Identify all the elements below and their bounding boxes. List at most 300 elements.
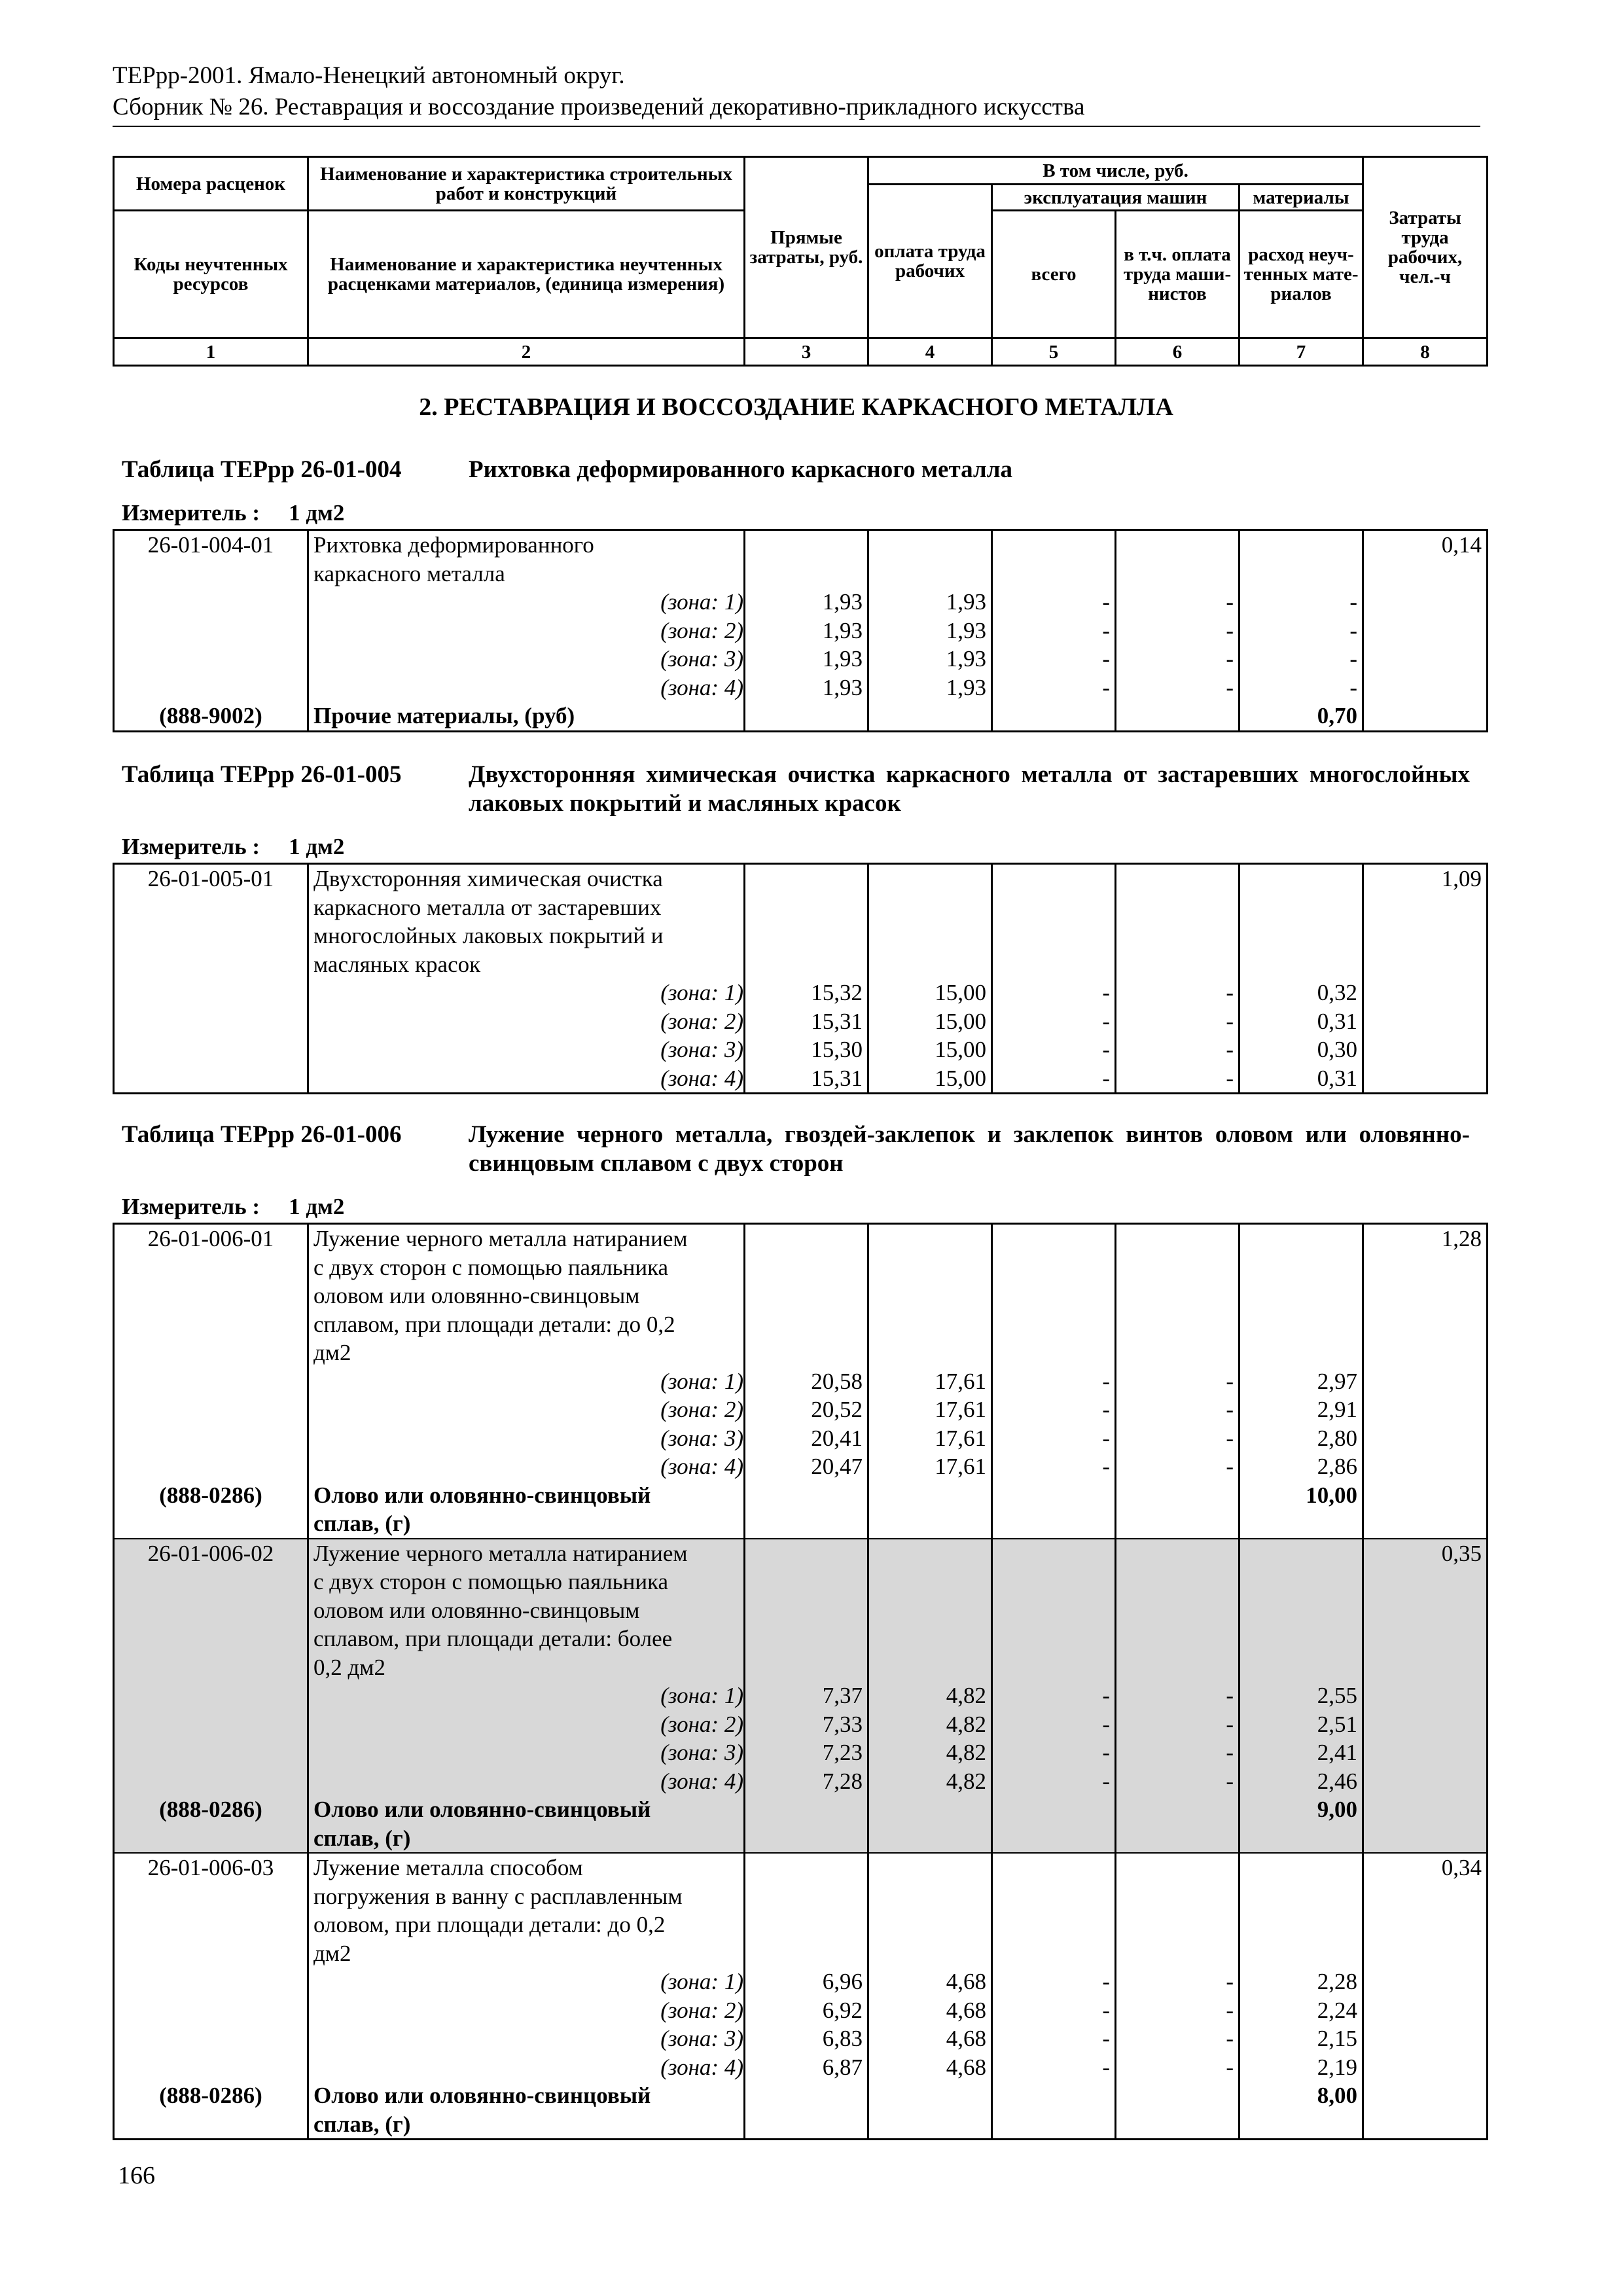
labor-pay-value: 15,00 <box>868 1035 992 1064</box>
header-work-name: Наименование и характеристика строительных работ и конструкций <box>308 157 745 211</box>
zone-row <box>114 1681 1488 1710</box>
materials-value: - <box>1240 673 1363 702</box>
machinist-pay-value: - <box>1116 1738 1240 1767</box>
direct-costs-value: 7,28 <box>745 1767 868 1796</box>
rate-name <box>308 1539 745 1682</box>
materials-value: 2,19 <box>1240 2053 1363 2082</box>
direct-costs-value: 7,23 <box>745 1738 868 1767</box>
labor-pay-value: 1,93 <box>868 588 992 617</box>
empty-cell <box>114 645 308 673</box>
resource-name-line: Олово или оловянно-свинцовый <box>313 1797 651 1822</box>
empty-cell <box>1363 978 1488 1007</box>
header-column-number: 6 <box>1116 338 1240 366</box>
empty-cell <box>1363 2053 1488 2082</box>
empty-cell <box>114 1007 308 1036</box>
machines-total-value: - <box>992 1452 1116 1481</box>
zone-row <box>114 1035 1488 1064</box>
machines-total-value: - <box>992 673 1116 702</box>
zone-label: (зона: 4) <box>308 1767 745 1796</box>
labor-pay-value: 4,82 <box>868 1767 992 1796</box>
resource-row <box>114 1481 1488 1539</box>
direct-costs-value: 6,96 <box>745 1967 868 1996</box>
machinist-pay-value: - <box>1116 645 1240 673</box>
materials-value: 0,30 <box>1240 1035 1363 1064</box>
rate-name <box>308 1853 745 1967</box>
machinist-pay-value: - <box>1116 588 1240 617</box>
zone-label: (зона: 3) <box>308 1035 745 1064</box>
empty-cell <box>745 2081 868 2140</box>
materials-value: 2,15 <box>1240 2024 1363 2053</box>
rate-code: 26-01-004-01 <box>114 530 308 588</box>
empty-cell <box>1116 864 1240 979</box>
empty-cell <box>114 1996 308 2025</box>
measure-value: 1 дм2 <box>289 500 345 526</box>
machinist-pay-value: - <box>1116 1452 1240 1481</box>
resource-row <box>114 1795 1488 1853</box>
empty-cell <box>114 1710 308 1739</box>
materials-value: 2,97 <box>1240 1367 1363 1396</box>
empty-cell <box>1363 1395 1488 1424</box>
direct-costs-value: 1,93 <box>745 645 868 673</box>
direct-costs-value: 20,47 <box>745 1452 868 1481</box>
materials-value: 2,24 <box>1240 1996 1363 2025</box>
header-machine-total: всего <box>992 211 1116 338</box>
zone-row <box>114 673 1488 702</box>
zone-label: (зона: 4) <box>308 673 745 702</box>
empty-cell <box>114 1967 308 1996</box>
resource-name <box>308 1481 745 1539</box>
zone-row <box>114 1064 1488 1094</box>
zone-row <box>114 1367 1488 1396</box>
machinist-pay-value: - <box>1116 673 1240 702</box>
empty-cell <box>992 702 1116 731</box>
empty-cell <box>1363 1035 1488 1064</box>
empty-cell <box>992 2081 1116 2140</box>
table-code: Таблица ТЕРрр 26-01-004 <box>122 456 402 483</box>
zone-label: (зона: 4) <box>308 1452 745 1481</box>
empty-cell <box>1240 530 1363 588</box>
rate-code: 26-01-006-03 <box>114 1853 308 1967</box>
resource-name-line: сплав, (г) <box>313 1825 411 1851</box>
header-column-number: 8 <box>1363 338 1488 366</box>
resource-row <box>114 2081 1488 2140</box>
empty-cell <box>1363 1452 1488 1481</box>
zone-row <box>114 1738 1488 1767</box>
materials-value: 0,31 <box>1240 1064 1363 1094</box>
empty-cell <box>1363 645 1488 673</box>
empty-cell <box>1116 1853 1240 1967</box>
rate-row <box>114 864 1488 979</box>
rate-name-line: Лужение черного металла натиранием <box>313 1226 688 1251</box>
running-head-collection: Сборник № 26. Реставрация и воссоздание произведений декоративно-прикладного искусства <box>113 94 1085 120</box>
machines-total-value: - <box>992 1996 1116 2025</box>
rate-name-line: с двух сторон с помощью паяльника <box>313 1569 669 1594</box>
materials-value: - <box>1240 617 1363 645</box>
direct-costs-value: 20,52 <box>745 1395 868 1424</box>
zone-row <box>114 1767 1488 1796</box>
header-column-number: 2 <box>308 338 745 366</box>
zone-row <box>114 1424 1488 1453</box>
empty-cell <box>114 1367 308 1396</box>
labor-pay-value: 17,61 <box>868 1424 992 1453</box>
machines-total-value: - <box>992 1738 1116 1767</box>
resource-quantity-value: 8,00 <box>1240 2081 1363 2140</box>
resource-row <box>114 702 1488 731</box>
empty-cell <box>1240 1853 1363 1967</box>
rate-name-line: 0,2 дм2 <box>313 1654 385 1680</box>
labor-pay-value: 4,68 <box>868 1996 992 2025</box>
labor-pay-value: 4,68 <box>868 1967 992 1996</box>
machines-total-value: - <box>992 2053 1116 2082</box>
measure-label: Измеритель : <box>122 500 260 526</box>
materials-value: 0,31 <box>1240 1007 1363 1036</box>
header-rate-numbers: Номера расценок <box>114 157 308 211</box>
direct-costs-value: 7,33 <box>745 1710 868 1739</box>
resource-code: (888-0286) <box>114 1795 308 1853</box>
labor-pay-value: 4,68 <box>868 2053 992 2082</box>
zone-row <box>114 2053 1488 2082</box>
zone-label: (зона: 3) <box>308 1424 745 1453</box>
header-including: В том числе, руб. <box>868 157 1363 185</box>
labor-pay-value: 1,93 <box>868 645 992 673</box>
direct-costs-value: 6,83 <box>745 2024 868 2053</box>
table-code: Таблица ТЕРрр 26-01-005 <box>122 761 402 788</box>
empty-cell <box>114 1035 308 1064</box>
materials-value: 2,55 <box>1240 1681 1363 1710</box>
empty-cell <box>1240 1224 1363 1367</box>
rate-code: 26-01-006-01 <box>114 1224 308 1367</box>
labor-pay-value: 15,00 <box>868 978 992 1007</box>
section-title: 2. РЕСТАВРАЦИЯ И ВОССОЗДАНИЕ КАРКАСНОГО МЕТАЛЛА <box>419 393 1173 421</box>
rate-name-line: многослойных лаковых покрытий и <box>313 923 664 948</box>
zone-label: (зона: 1) <box>308 1367 745 1396</box>
direct-costs-value: 15,32 <box>745 978 868 1007</box>
rate-name-line: с двух сторон с помощью паяльника <box>313 1254 669 1280</box>
direct-costs-value: 15,31 <box>745 1064 868 1094</box>
measure-26-01-005 <box>122 833 344 861</box>
resource-name-line: Олово или оловянно-свинцовый <box>313 1482 651 1508</box>
rate-name <box>308 1224 745 1367</box>
empty-cell <box>992 1853 1116 1967</box>
machines-total-value: - <box>992 1424 1116 1453</box>
header-column-number: 7 <box>1240 338 1363 366</box>
machinist-pay-value: - <box>1116 1007 1240 1036</box>
zone-row <box>114 1452 1488 1481</box>
labor-pay-value: 1,93 <box>868 673 992 702</box>
rate-name-line: оловом или оловянно-свинцовым <box>313 1597 640 1623</box>
machines-total-value: - <box>992 617 1116 645</box>
page-number: 166 <box>118 2162 155 2189</box>
direct-costs-value: 6,92 <box>745 1996 868 2025</box>
empty-cell <box>114 1395 308 1424</box>
zone-row <box>114 1710 1488 1739</box>
rate-name-line: оловом, при площади детали: до 0,2 <box>313 1912 666 1937</box>
direct-costs-value: 6,87 <box>745 2053 868 2082</box>
rate-code: 26-01-005-01 <box>114 864 308 979</box>
rate-name-line: Двухсторонняя химическая очистка <box>313 866 663 891</box>
empty-cell <box>1116 1539 1240 1682</box>
empty-cell <box>114 1681 308 1710</box>
direct-costs-value: 7,37 <box>745 1681 868 1710</box>
machinist-pay-value: - <box>1116 2053 1240 2082</box>
empty-cell <box>1363 1710 1488 1739</box>
empty-cell <box>1363 2024 1488 2053</box>
direct-costs-value: 15,31 <box>745 1007 868 1036</box>
empty-cell <box>868 2081 992 2140</box>
rates-table-26-01-006 <box>113 1223 1488 2140</box>
zone-label: (зона: 2) <box>308 1007 745 1036</box>
labor-pay-value: 15,00 <box>868 1007 992 1036</box>
empty-cell <box>1363 702 1488 731</box>
table-name: Рихтовка деформированного каркасного металла <box>469 456 1012 483</box>
direct-costs-value: 20,41 <box>745 1424 868 1453</box>
zone-row <box>114 1967 1488 1996</box>
materials-value: 2,28 <box>1240 1967 1363 1996</box>
empty-cell <box>1116 702 1240 731</box>
header-resource-codes: Коды неучтенных ресурсов <box>114 211 308 338</box>
empty-cell <box>1363 1367 1488 1396</box>
zone-row <box>114 978 1488 1007</box>
rate-name-line: каркасного металла от застаревших <box>313 894 662 920</box>
rate-code: 26-01-006-02 <box>114 1539 308 1682</box>
resource-name-line: Прочие материалы, (руб) <box>313 703 575 728</box>
labor-pay-value: 4,68 <box>868 2024 992 2053</box>
resource-name-line: Олово или оловянно-свинцовый <box>313 2083 651 2108</box>
empty-cell <box>1363 1795 1488 1853</box>
labor-pay-value: 15,00 <box>868 1064 992 1094</box>
labor-cost-value: 1,28 <box>1363 1224 1488 1367</box>
machinist-pay-value: - <box>1116 1395 1240 1424</box>
labor-pay-value: 4,82 <box>868 1681 992 1710</box>
materials-value: - <box>1240 645 1363 673</box>
empty-cell <box>114 1424 308 1453</box>
empty-cell <box>1240 1539 1363 1682</box>
rate-name-line: масляных красок <box>313 951 481 977</box>
zone-row <box>114 1007 1488 1036</box>
table-title-26-01-004 <box>122 456 1470 484</box>
direct-costs-value: 15,30 <box>745 1035 868 1064</box>
rate-row <box>114 1539 1488 1682</box>
labor-pay-value: 4,82 <box>868 1710 992 1739</box>
rate-name-line: погружения в ванну с расплавленным <box>313 1883 683 1909</box>
empty-cell <box>868 1224 992 1367</box>
empty-cell <box>1116 1481 1240 1539</box>
zone-label: (зона: 1) <box>308 978 745 1007</box>
zone-label: (зона: 3) <box>308 1738 745 1767</box>
rate-name-line: каркасного металла <box>313 560 505 586</box>
materials-value: 2,51 <box>1240 1710 1363 1739</box>
labor-pay-value: 17,61 <box>868 1367 992 1396</box>
empty-cell <box>745 1853 868 1967</box>
rates-table-26-01-004 <box>113 529 1488 732</box>
empty-cell <box>114 1064 308 1094</box>
measure-value: 1 дм2 <box>289 834 345 859</box>
zone-label: (зона: 3) <box>308 645 745 673</box>
machines-total-value: - <box>992 1064 1116 1094</box>
rate-name-line: дм2 <box>313 1340 351 1365</box>
machinist-pay-value: - <box>1116 617 1240 645</box>
measure-26-01-006 <box>122 1193 344 1221</box>
resource-code: (888-9002) <box>114 702 308 731</box>
header-column-number: 1 <box>114 338 308 366</box>
resource-name <box>308 702 745 731</box>
header-column-number: 4 <box>868 338 992 366</box>
machinist-pay-value: - <box>1116 1035 1240 1064</box>
empty-cell <box>992 530 1116 588</box>
empty-cell <box>114 1452 308 1481</box>
machinist-pay-value: - <box>1116 1367 1240 1396</box>
empty-cell <box>114 588 308 617</box>
machines-total-value: - <box>992 1035 1116 1064</box>
rate-row <box>114 1853 1488 1967</box>
machines-total-value: - <box>992 978 1116 1007</box>
direct-costs-value: 20,58 <box>745 1367 868 1396</box>
header-material-use: расход неуч-тенных мате-риалов <box>1240 211 1363 338</box>
rates-table-26-01-005 <box>113 863 1488 1094</box>
rate-name <box>308 864 745 979</box>
labor-cost-value: 0,34 <box>1363 1853 1488 1967</box>
machinist-pay-value: - <box>1116 978 1240 1007</box>
empty-cell <box>114 1738 308 1767</box>
empty-cell <box>868 1853 992 1967</box>
labor-pay-value: 1,93 <box>868 617 992 645</box>
materials-value: 2,86 <box>1240 1452 1363 1481</box>
labor-pay-value: 4,82 <box>868 1738 992 1767</box>
zone-label: (зона: 1) <box>308 1967 745 1996</box>
empty-cell <box>114 2053 308 2082</box>
rate-name-line: сплавом, при площади детали: до 0,2 <box>313 1311 675 1337</box>
empty-cell <box>745 1224 868 1367</box>
table-code: Таблица ТЕРрр 26-01-006 <box>122 1121 402 1148</box>
zone-label: (зона: 1) <box>308 1681 745 1710</box>
empty-cell <box>868 702 992 731</box>
empty-cell <box>114 1767 308 1796</box>
empty-cell <box>1363 1681 1488 1710</box>
running-head-title: ТЕРрр-2001. Ямало-Ненецкий автономный округ. <box>113 62 625 89</box>
zone-label: (зона: 2) <box>308 617 745 645</box>
header-machinist-pay: в т.ч. оплата труда маши-нистов <box>1116 211 1240 338</box>
machines-total-value: - <box>992 588 1116 617</box>
measure-26-01-004 <box>122 499 344 528</box>
empty-cell <box>868 1795 992 1853</box>
materials-value: 2,80 <box>1240 1424 1363 1453</box>
empty-cell <box>114 617 308 645</box>
empty-cell <box>992 1481 1116 1539</box>
machines-total-value: - <box>992 2024 1116 2053</box>
labor-cost-value: 0,14 <box>1363 530 1488 588</box>
zone-label: (зона: 2) <box>308 1395 745 1424</box>
empty-cell <box>1363 1424 1488 1453</box>
measure-value: 1 дм2 <box>289 1194 345 1219</box>
direct-costs-value: 1,93 <box>745 673 868 702</box>
header-labor-cost: Затраты труда рабочих, чел.-ч <box>1363 157 1488 338</box>
resource-code: (888-0286) <box>114 2081 308 2140</box>
empty-cell <box>1363 2081 1488 2140</box>
materials-value: 2,46 <box>1240 1767 1363 1796</box>
zone-row <box>114 617 1488 645</box>
materials-value: 2,91 <box>1240 1395 1363 1424</box>
rate-name-line: сплавом, при площади детали: более <box>313 1626 673 1651</box>
empty-cell <box>992 1795 1116 1853</box>
zone-row <box>114 2024 1488 2053</box>
direct-costs-value: 1,93 <box>745 617 868 645</box>
resource-quantity-value: 10,00 <box>1240 1481 1363 1539</box>
empty-cell <box>868 1481 992 1539</box>
header-materials: материалы <box>1240 185 1363 211</box>
column-header-table <box>113 156 1488 367</box>
table-name: Двухсторонняя химическая очистка каркасного металла от застаревших многослойных лаковых покрытий и масляных красок <box>469 761 1470 817</box>
empty-cell <box>1363 1967 1488 1996</box>
empty-cell <box>868 864 992 979</box>
empty-cell <box>1363 1007 1488 1036</box>
machinist-pay-value: - <box>1116 1424 1240 1453</box>
empty-cell <box>745 864 868 979</box>
machines-total-value: - <box>992 645 1116 673</box>
rate-name-line: Рихтовка деформированного <box>313 532 594 558</box>
labor-cost-value: 1,09 <box>1363 864 1488 979</box>
empty-cell <box>114 673 308 702</box>
empty-cell <box>1363 1767 1488 1796</box>
resource-name-line: сплав, (г) <box>313 1511 411 1536</box>
empty-cell <box>745 1539 868 1682</box>
materials-value: 2,41 <box>1240 1738 1363 1767</box>
zone-label: (зона: 4) <box>308 2053 745 2082</box>
empty-cell <box>745 1481 868 1539</box>
measure-label: Измеритель : <box>122 834 260 859</box>
machinist-pay-value: - <box>1116 1710 1240 1739</box>
labor-pay-value: 17,61 <box>868 1452 992 1481</box>
empty-cell <box>1116 1224 1240 1367</box>
materials-value: - <box>1240 588 1363 617</box>
empty-cell <box>114 978 308 1007</box>
machines-total-value: - <box>992 1367 1116 1396</box>
empty-cell <box>1363 1996 1488 2025</box>
machinist-pay-value: - <box>1116 1967 1240 1996</box>
machines-total-value: - <box>992 1007 1116 1036</box>
empty-cell <box>1116 2081 1240 2140</box>
zone-label: (зона: 3) <box>308 2024 745 2053</box>
rate-name-line: Лужение черного металла натиранием <box>313 1540 688 1566</box>
rate-row <box>114 1224 1488 1367</box>
zone-row <box>114 1395 1488 1424</box>
labor-cost-value: 0,35 <box>1363 1539 1488 1682</box>
empty-cell <box>1363 1738 1488 1767</box>
empty-cell <box>868 530 992 588</box>
empty-cell <box>992 864 1116 979</box>
measure-label: Измеритель : <box>122 1194 260 1219</box>
header-column-number: 3 <box>745 338 868 366</box>
machines-total-value: - <box>992 1767 1116 1796</box>
machinist-pay-value: - <box>1116 1996 1240 2025</box>
zone-label: (зона: 1) <box>308 588 745 617</box>
zone-label: (зона: 4) <box>308 1064 745 1094</box>
empty-cell <box>1363 617 1488 645</box>
empty-cell <box>992 1224 1116 1367</box>
empty-cell <box>992 1539 1116 1682</box>
rate-name-line: Лужение металла способом <box>313 1855 583 1880</box>
resource-name <box>308 1795 745 1853</box>
resource-quantity-value: 0,70 <box>1240 702 1363 731</box>
zone-row <box>114 588 1488 617</box>
machines-total-value: - <box>992 1710 1116 1739</box>
machines-total-value: - <box>992 1967 1116 1996</box>
zone-label: (зона: 2) <box>308 1710 745 1739</box>
zone-row <box>114 1996 1488 2025</box>
empty-cell <box>1363 588 1488 617</box>
table-title-26-01-005 <box>122 761 1470 818</box>
zone-row <box>114 645 1488 673</box>
empty-cell <box>1363 673 1488 702</box>
